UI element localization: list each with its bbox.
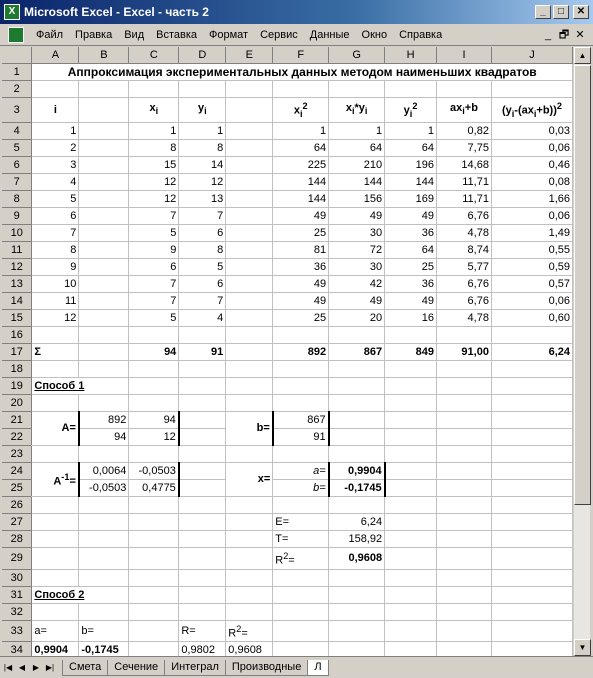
cell-empty[interactable]	[79, 258, 129, 275]
header-yi[interactable]: $y_i$	[179, 98, 226, 123]
cell-i[interactable]: 8	[32, 241, 79, 258]
cell-empty[interactable]	[79, 275, 129, 292]
row-header[interactable]: 31	[2, 586, 32, 603]
cell-yi2[interactable]: 49	[385, 292, 437, 309]
row-header[interactable]: 18	[2, 360, 32, 377]
row-header[interactable]: 21	[2, 411, 32, 428]
cell-resid[interactable]: 1,66	[491, 190, 572, 207]
cell-resid[interactable]: 0,46	[491, 156, 572, 173]
cell-axib[interactable]: 0,82	[437, 122, 492, 139]
row-header[interactable]: 1	[2, 64, 32, 81]
method1-title[interactable]: Способ 1	[32, 377, 129, 394]
b-value[interactable]: -0,1745	[329, 479, 385, 496]
sheet-title[interactable]: Аппроксимация экспериментальных данных методом наименьших квадратов	[32, 64, 573, 81]
cell-axib[interactable]: 6,76	[437, 292, 492, 309]
row-header[interactable]: 23	[2, 445, 32, 462]
col-header[interactable]: E	[226, 47, 273, 64]
cell-empty[interactable]	[226, 258, 273, 275]
cell-xi2[interactable]: 36	[273, 258, 329, 275]
cell-empty[interactable]	[79, 173, 129, 190]
cell-empty[interactable]	[226, 224, 273, 241]
cell-xiyi[interactable]: 64	[329, 139, 385, 156]
A-cell[interactable]: 892	[79, 411, 129, 428]
sum-axib[interactable]: 91,00	[437, 343, 492, 360]
a-value[interactable]: 0,9904	[329, 462, 385, 479]
cell-empty[interactable]	[226, 173, 273, 190]
prev-sheet-icon[interactable]: ◀	[18, 662, 26, 672]
R2-value[interactable]: 0,9608	[329, 547, 385, 569]
cell-yi2[interactable]: 144	[385, 173, 437, 190]
m2-a-label[interactable]: a=	[32, 620, 79, 642]
col-header[interactable]: D	[179, 47, 226, 64]
col-header[interactable]: B	[79, 47, 129, 64]
m2-a-value[interactable]: 0,9904	[32, 642, 79, 656]
cell-resid[interactable]: 0,06	[491, 207, 572, 224]
header-xiyi[interactable]: $x_i*y_i$	[329, 98, 385, 123]
cell-yi2[interactable]: 16	[385, 309, 437, 326]
cell-yi[interactable]: 14	[179, 156, 226, 173]
col-header[interactable]: G	[329, 47, 385, 64]
menu-data[interactable]: Данные	[309, 28, 350, 41]
cell-xi2[interactable]: 144	[273, 190, 329, 207]
cell-xi[interactable]: 1	[129, 122, 179, 139]
sum-yi[interactable]: 91	[179, 343, 226, 360]
menu-insert[interactable]: Вставка	[156, 28, 198, 41]
last-sheet-icon[interactable]: ▶|	[45, 662, 55, 672]
T-value[interactable]: 158,92	[329, 530, 385, 547]
sum-xiyi[interactable]: 867	[329, 343, 385, 360]
cell-axib[interactable]: 4,78	[437, 224, 492, 241]
sheet-tab[interactable]: Смета	[62, 660, 108, 676]
cell-yi2[interactable]: 36	[385, 275, 437, 292]
sum-yi2[interactable]: 849	[385, 343, 437, 360]
cell-empty[interactable]	[79, 207, 129, 224]
cell-empty[interactable]	[79, 139, 129, 156]
Ainv-cell[interactable]: -0,0503	[79, 479, 129, 496]
cell-i[interactable]: 12	[32, 309, 79, 326]
cell-yi[interactable]: 12	[179, 173, 226, 190]
window-title: Microsoft Excel - Excel - часть 2	[24, 5, 209, 19]
cell-axib[interactable]: 11,71	[437, 173, 492, 190]
cell-yi2[interactable]: 1	[385, 122, 437, 139]
menu-tools[interactable]: Сервис	[260, 28, 298, 41]
col-header[interactable]: J	[491, 47, 572, 64]
cell-xiyi[interactable]: 156	[329, 190, 385, 207]
row-header[interactable]: 33	[2, 620, 32, 642]
row-header[interactable]: 26	[2, 496, 32, 513]
title-bar	[0, 0, 593, 24]
cell-axib[interactable]: 7,75	[437, 139, 492, 156]
cell-empty[interactable]	[226, 241, 273, 258]
cell-empty[interactable]	[226, 190, 273, 207]
cell-xi2[interactable]: 25	[273, 224, 329, 241]
row-header[interactable]: 12	[2, 258, 32, 275]
cell-xi[interactable]: 7	[129, 207, 179, 224]
cell-i[interactable]: 2	[32, 139, 79, 156]
cell-resid[interactable]: 0,06	[491, 139, 572, 156]
cell-yi[interactable]: 6	[179, 275, 226, 292]
scroll-down-icon[interactable]: ▼	[574, 639, 591, 656]
cell-yi[interactable]: 7	[179, 292, 226, 309]
cell-empty[interactable]	[226, 139, 273, 156]
cell-i[interactable]: 4	[32, 173, 79, 190]
cell-resid[interactable]: 0,57	[491, 275, 572, 292]
cell-i[interactable]: 1	[32, 122, 79, 139]
cell-i[interactable]: 3	[32, 156, 79, 173]
cell-yi2[interactable]: 36	[385, 224, 437, 241]
cell-axib[interactable]: 14,68	[437, 156, 492, 173]
row-header[interactable]: 24	[2, 462, 32, 479]
cell-empty[interactable]	[226, 309, 273, 326]
cell-empty[interactable]	[79, 156, 129, 173]
cell-xi[interactable]: 9	[129, 241, 179, 258]
m2-R2-value[interactable]: 0,9608	[226, 642, 273, 656]
row-header[interactable]: 9	[2, 207, 32, 224]
cell-yi[interactable]: 4	[179, 309, 226, 326]
cell-i[interactable]: 7	[32, 224, 79, 241]
x-label[interactable]: x=	[226, 462, 273, 496]
E-value[interactable]: 6,24	[329, 513, 385, 530]
sheet-tab[interactable]: Производные	[225, 660, 308, 676]
A-cell[interactable]: 94	[129, 411, 179, 428]
col-header[interactable]: C	[129, 47, 179, 64]
cell-xi2[interactable]: 144	[273, 173, 329, 190]
A-cell[interactable]: 94	[79, 428, 129, 445]
sum-xi[interactable]: 94	[129, 343, 179, 360]
maximize-button[interactable]: □	[553, 5, 569, 19]
A-cell[interactable]: 12	[129, 428, 179, 445]
cell-xiyi[interactable]: 20	[329, 309, 385, 326]
cell-axib[interactable]: 6,76	[437, 207, 492, 224]
cell-axib[interactable]: 8,74	[437, 241, 492, 258]
row-header[interactable]: 7	[2, 173, 32, 190]
row-header[interactable]: 30	[2, 569, 32, 586]
Ainv-cell[interactable]: -0,0503	[129, 462, 179, 479]
b-label[interactable]: b=	[226, 411, 273, 445]
cell-xi2[interactable]: 49	[273, 207, 329, 224]
row-header[interactable]: 29	[2, 547, 32, 569]
T-label[interactable]: T=	[273, 530, 329, 547]
cell-xi[interactable]: 7	[129, 292, 179, 309]
row-header[interactable]: 34	[2, 642, 32, 656]
cell-empty[interactable]	[79, 292, 129, 309]
col-header[interactable]: I	[437, 47, 492, 64]
cell-xi2[interactable]: 49	[273, 292, 329, 309]
sheet-tab[interactable]: Сечение	[107, 660, 165, 676]
row-header[interactable]: 20	[2, 394, 32, 411]
method2-title[interactable]: Способ 2	[32, 586, 129, 603]
cell-xiyi[interactable]: 49	[329, 292, 385, 309]
cell-yi[interactable]: 5	[179, 258, 226, 275]
row-header[interactable]: 4	[2, 122, 32, 139]
cell-i[interactable]: 5	[32, 190, 79, 207]
cell-empty[interactable]	[79, 241, 129, 258]
m2-b-label[interactable]: b=	[79, 620, 129, 642]
row-header[interactable]: 25	[2, 479, 32, 496]
row-header[interactable]: 2	[2, 81, 32, 98]
cell-axib[interactable]: 6,76	[437, 275, 492, 292]
cell-resid[interactable]: 0,59	[491, 258, 572, 275]
col-header[interactable]: A	[32, 47, 79, 64]
cell-xi[interactable]: 12	[129, 190, 179, 207]
cell-xi[interactable]: 15	[129, 156, 179, 173]
cell-yi[interactable]: 1	[179, 122, 226, 139]
menu-file[interactable]: Файл	[36, 28, 64, 41]
cell-resid[interactable]: 0,60	[491, 309, 572, 326]
header-xi[interactable]: $x_i$	[129, 98, 179, 123]
row-header[interactable]: 13	[2, 275, 32, 292]
sheet-tab[interactable]: Интеграл	[164, 660, 226, 676]
A-label[interactable]: A=	[32, 411, 79, 445]
cell-yi[interactable]: 8	[179, 241, 226, 258]
cell-empty[interactable]	[226, 156, 273, 173]
cell-i[interactable]: 10	[32, 275, 79, 292]
header-resid[interactable]: $(y_i-(ax_i+b))^2$	[491, 98, 572, 123]
sheet-table	[2, 47, 573, 656]
row-header[interactable]: 27	[2, 513, 32, 530]
cell-resid[interactable]: 0,08	[491, 173, 572, 190]
row-header[interactable]: 17	[2, 343, 32, 360]
a-label[interactable]: a=	[273, 462, 329, 479]
cell-xi2[interactable]: 49	[273, 275, 329, 292]
m2-R2-label[interactable]: $R^2=$	[226, 620, 273, 642]
menu-view[interactable]: Вид	[124, 28, 145, 41]
b-cell[interactable]: 91	[273, 428, 329, 445]
E-label[interactable]: E=	[273, 513, 329, 530]
cell-yi2[interactable]: 169	[385, 190, 437, 207]
cell-empty[interactable]	[79, 224, 129, 241]
header-axib[interactable]: $ax_i+b$	[437, 98, 492, 123]
cell-empty[interactable]	[226, 292, 273, 309]
row-header[interactable]: 28	[2, 530, 32, 547]
row-header[interactable]: 19	[2, 377, 32, 394]
m2-b-value[interactable]: -0,1745	[79, 642, 129, 656]
cell-i[interactable]: 6	[32, 207, 79, 224]
spreadsheet-grid[interactable]	[2, 47, 573, 656]
Ainv-cell[interactable]: 0,0064	[79, 462, 129, 479]
cell-yi[interactable]: 8	[179, 139, 226, 156]
cell-xi2[interactable]: 225	[273, 156, 329, 173]
doc-minimize-button[interactable]: _	[544, 28, 552, 41]
workbook-icon[interactable]	[8, 27, 24, 43]
header-i[interactable]: i	[32, 98, 79, 123]
cell-resid[interactable]: 0,06	[491, 292, 572, 309]
close-button[interactable]: ✕	[573, 5, 589, 19]
excel-icon: X	[4, 4, 20, 20]
row-header[interactable]: 5	[2, 139, 32, 156]
cell-yi2[interactable]: 49	[385, 207, 437, 224]
row-header[interactable]: 15	[2, 309, 32, 326]
next-sheet-icon[interactable]: ▶	[32, 662, 40, 672]
minimize-button[interactable]: _	[535, 5, 551, 19]
row-header[interactable]: 3	[2, 98, 32, 123]
row-header[interactable]: 6	[2, 156, 32, 173]
col-header[interactable]: F	[273, 47, 329, 64]
row-header[interactable]: 14	[2, 292, 32, 309]
cell-yi2[interactable]: 196	[385, 156, 437, 173]
cell-axib[interactable]: 5,77	[437, 258, 492, 275]
menu-help[interactable]: Справка	[399, 28, 443, 41]
first-sheet-icon[interactable]: |◀	[3, 662, 13, 672]
cell-i[interactable]: 11	[32, 292, 79, 309]
cell-yi[interactable]: 13	[179, 190, 226, 207]
sum-resid[interactable]: 6,24	[491, 343, 572, 360]
row-header[interactable]: 22	[2, 428, 32, 445]
doc-restore-button[interactable]: 🗗	[558, 28, 570, 41]
cell-i[interactable]: 9	[32, 258, 79, 275]
cell-empty[interactable]	[226, 122, 273, 139]
cell-xi[interactable]: 7	[129, 275, 179, 292]
cell-yi2[interactable]: 64	[385, 139, 437, 156]
cell-xi[interactable]: 5	[129, 224, 179, 241]
row-header[interactable]: 32	[2, 603, 32, 620]
cell-xi[interactable]: 8	[129, 139, 179, 156]
m2-R-value[interactable]: 0,9802	[179, 642, 226, 656]
b2-label[interactable]: b=	[273, 479, 329, 496]
sum-xi2[interactable]: 892	[273, 343, 329, 360]
cell-xi2[interactable]: 1	[273, 122, 329, 139]
cell-xi2[interactable]: 81	[273, 241, 329, 258]
Ainv-cell[interactable]: 0,4775	[129, 479, 179, 496]
row-header[interactable]: 8	[2, 190, 32, 207]
cell-yi[interactable]: 7	[179, 207, 226, 224]
doc-close-button[interactable]: ✕	[575, 28, 585, 41]
row-header[interactable]: 10	[2, 224, 32, 241]
cell-xiyi[interactable]: 42	[329, 275, 385, 292]
cell-xi[interactable]: 5	[129, 309, 179, 326]
cell-xiyi[interactable]: 144	[329, 173, 385, 190]
select-all-corner[interactable]	[2, 47, 32, 64]
b-cell[interactable]: 867	[273, 411, 329, 428]
cell-axib[interactable]: 4,78	[437, 309, 492, 326]
sheet-tab-bar	[0, 656, 593, 678]
cell-xi2[interactable]: 64	[273, 139, 329, 156]
cell-yi2[interactable]: 64	[385, 241, 437, 258]
menu-edit[interactable]: Правка	[75, 28, 113, 41]
cell-xiyi[interactable]: 1	[329, 122, 385, 139]
cell-yi2[interactable]: 25	[385, 258, 437, 275]
cell-empty[interactable]	[226, 207, 273, 224]
menu-bar	[0, 24, 593, 46]
cell-empty[interactable]	[79, 190, 129, 207]
cell-resid[interactable]: 0,03	[491, 122, 572, 139]
header-yi2[interactable]: $y_i^2$	[385, 98, 437, 123]
cell-xiyi[interactable]: 72	[329, 241, 385, 258]
cell-axib[interactable]: 11,71	[437, 190, 492, 207]
cell-xiyi[interactable]: 49	[329, 207, 385, 224]
cell-xi[interactable]: 6	[129, 258, 179, 275]
cell-empty[interactable]	[226, 275, 273, 292]
Ainv-label[interactable]: $A^{-1}=$	[32, 462, 79, 496]
scroll-up-icon[interactable]: ▲	[574, 47, 591, 64]
col-header[interactable]: H	[385, 47, 437, 64]
sum-label[interactable]: Σ	[32, 343, 79, 360]
cell-xiyi[interactable]: 30	[329, 224, 385, 241]
header-xi2[interactable]: $x_i^2$	[273, 98, 329, 123]
menu-window[interactable]: Окно	[361, 28, 388, 41]
cell-xi[interactable]: 12	[129, 173, 179, 190]
cell-resid[interactable]: 0,55	[491, 241, 572, 258]
cell-xiyi[interactable]: 30	[329, 258, 385, 275]
m2-R-label[interactable]: R=	[179, 620, 226, 642]
row-header[interactable]: 16	[2, 326, 32, 343]
menu-format[interactable]: Формат	[209, 28, 249, 41]
cell-empty[interactable]	[79, 122, 129, 139]
cell-empty[interactable]	[79, 309, 129, 326]
vertical-scrollbar[interactable]	[573, 47, 590, 656]
R2-label[interactable]: $R^2=$	[273, 547, 329, 569]
cell-xi2[interactable]: 25	[273, 309, 329, 326]
cell-resid[interactable]: 1,49	[491, 224, 572, 241]
row-header[interactable]: 11	[2, 241, 32, 258]
cell-xiyi[interactable]: 210	[329, 156, 385, 173]
cell-yi[interactable]: 6	[179, 224, 226, 241]
scroll-thumb[interactable]	[574, 65, 591, 505]
sheet-tab-active[interactable]: Л	[307, 660, 328, 676]
